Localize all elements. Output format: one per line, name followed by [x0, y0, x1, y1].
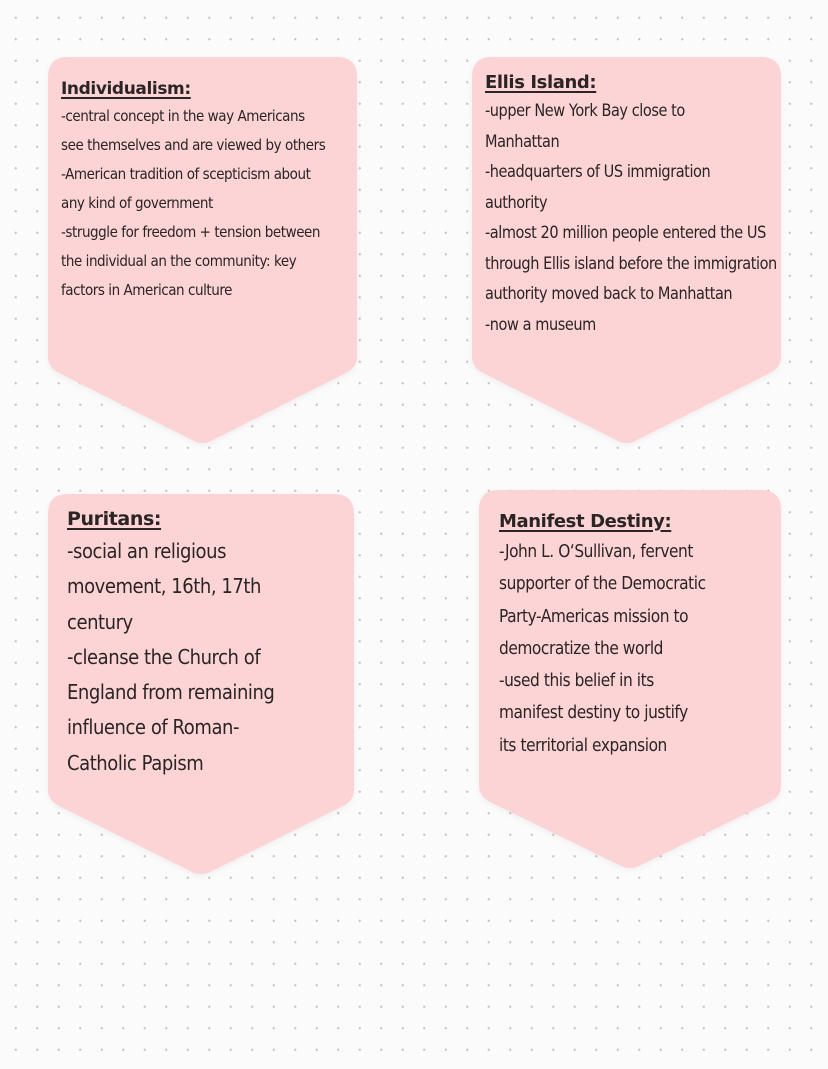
card-title: Individualism:: [61, 79, 191, 99]
card-puritans: [48, 494, 354, 876]
card-line: manifest destiny to justify: [499, 703, 688, 724]
card-line: movement, 16th, 17th: [67, 574, 261, 599]
card-manifest-destiny: [479, 490, 781, 870]
card-line: supporter of the Democratic: [499, 574, 706, 595]
card-line: -cleanse the Church of: [67, 644, 261, 669]
card-line: the individual an the community: key: [61, 252, 297, 270]
card-title: Manifest Destiny:: [499, 511, 672, 532]
card-line: authority: [485, 192, 548, 212]
card-line: -central concept in the way Americans: [61, 107, 305, 125]
card-line: democratize the world: [499, 638, 664, 659]
card-line: -social an religious: [67, 539, 227, 563]
card-line: -almost 20 million people entered the US: [485, 223, 766, 242]
card-line: -American tradition of scepticism about: [61, 165, 311, 183]
card-line: -upper New York Bay close to: [485, 101, 685, 120]
card-title: Ellis Island:: [485, 72, 597, 93]
card-line: -now a museum: [485, 314, 596, 334]
card-line: see themselves and are viewed by others: [61, 136, 326, 154]
card-line: Manhattan: [485, 131, 560, 151]
card-line: authority moved back to Manhattan: [485, 284, 733, 303]
card-line: influence of Roman-: [67, 715, 240, 740]
card-line: England from remaining: [67, 680, 275, 705]
card-line: factors in American culture: [61, 281, 232, 299]
card-ellis-island: [472, 57, 781, 445]
card-individualism: [48, 57, 357, 445]
card-title: Puritans:: [67, 508, 162, 530]
card-line: Catholic Papism: [67, 750, 204, 775]
card-line: Party-Americas mission to: [499, 606, 689, 627]
card-line: any kind of government: [61, 194, 213, 212]
card-line: -headquarters of US immigration: [485, 162, 711, 181]
card-line: its territorial expansion: [499, 735, 667, 756]
card-line: -struggle for freedom + tension between: [61, 223, 321, 241]
card-line: -used this belief in its: [499, 671, 654, 692]
card-line: century: [67, 609, 133, 634]
card-line: through Ellis island before the immigration: [485, 253, 777, 273]
card-line: -John L. O‘Sullivan, fervent: [499, 542, 693, 562]
